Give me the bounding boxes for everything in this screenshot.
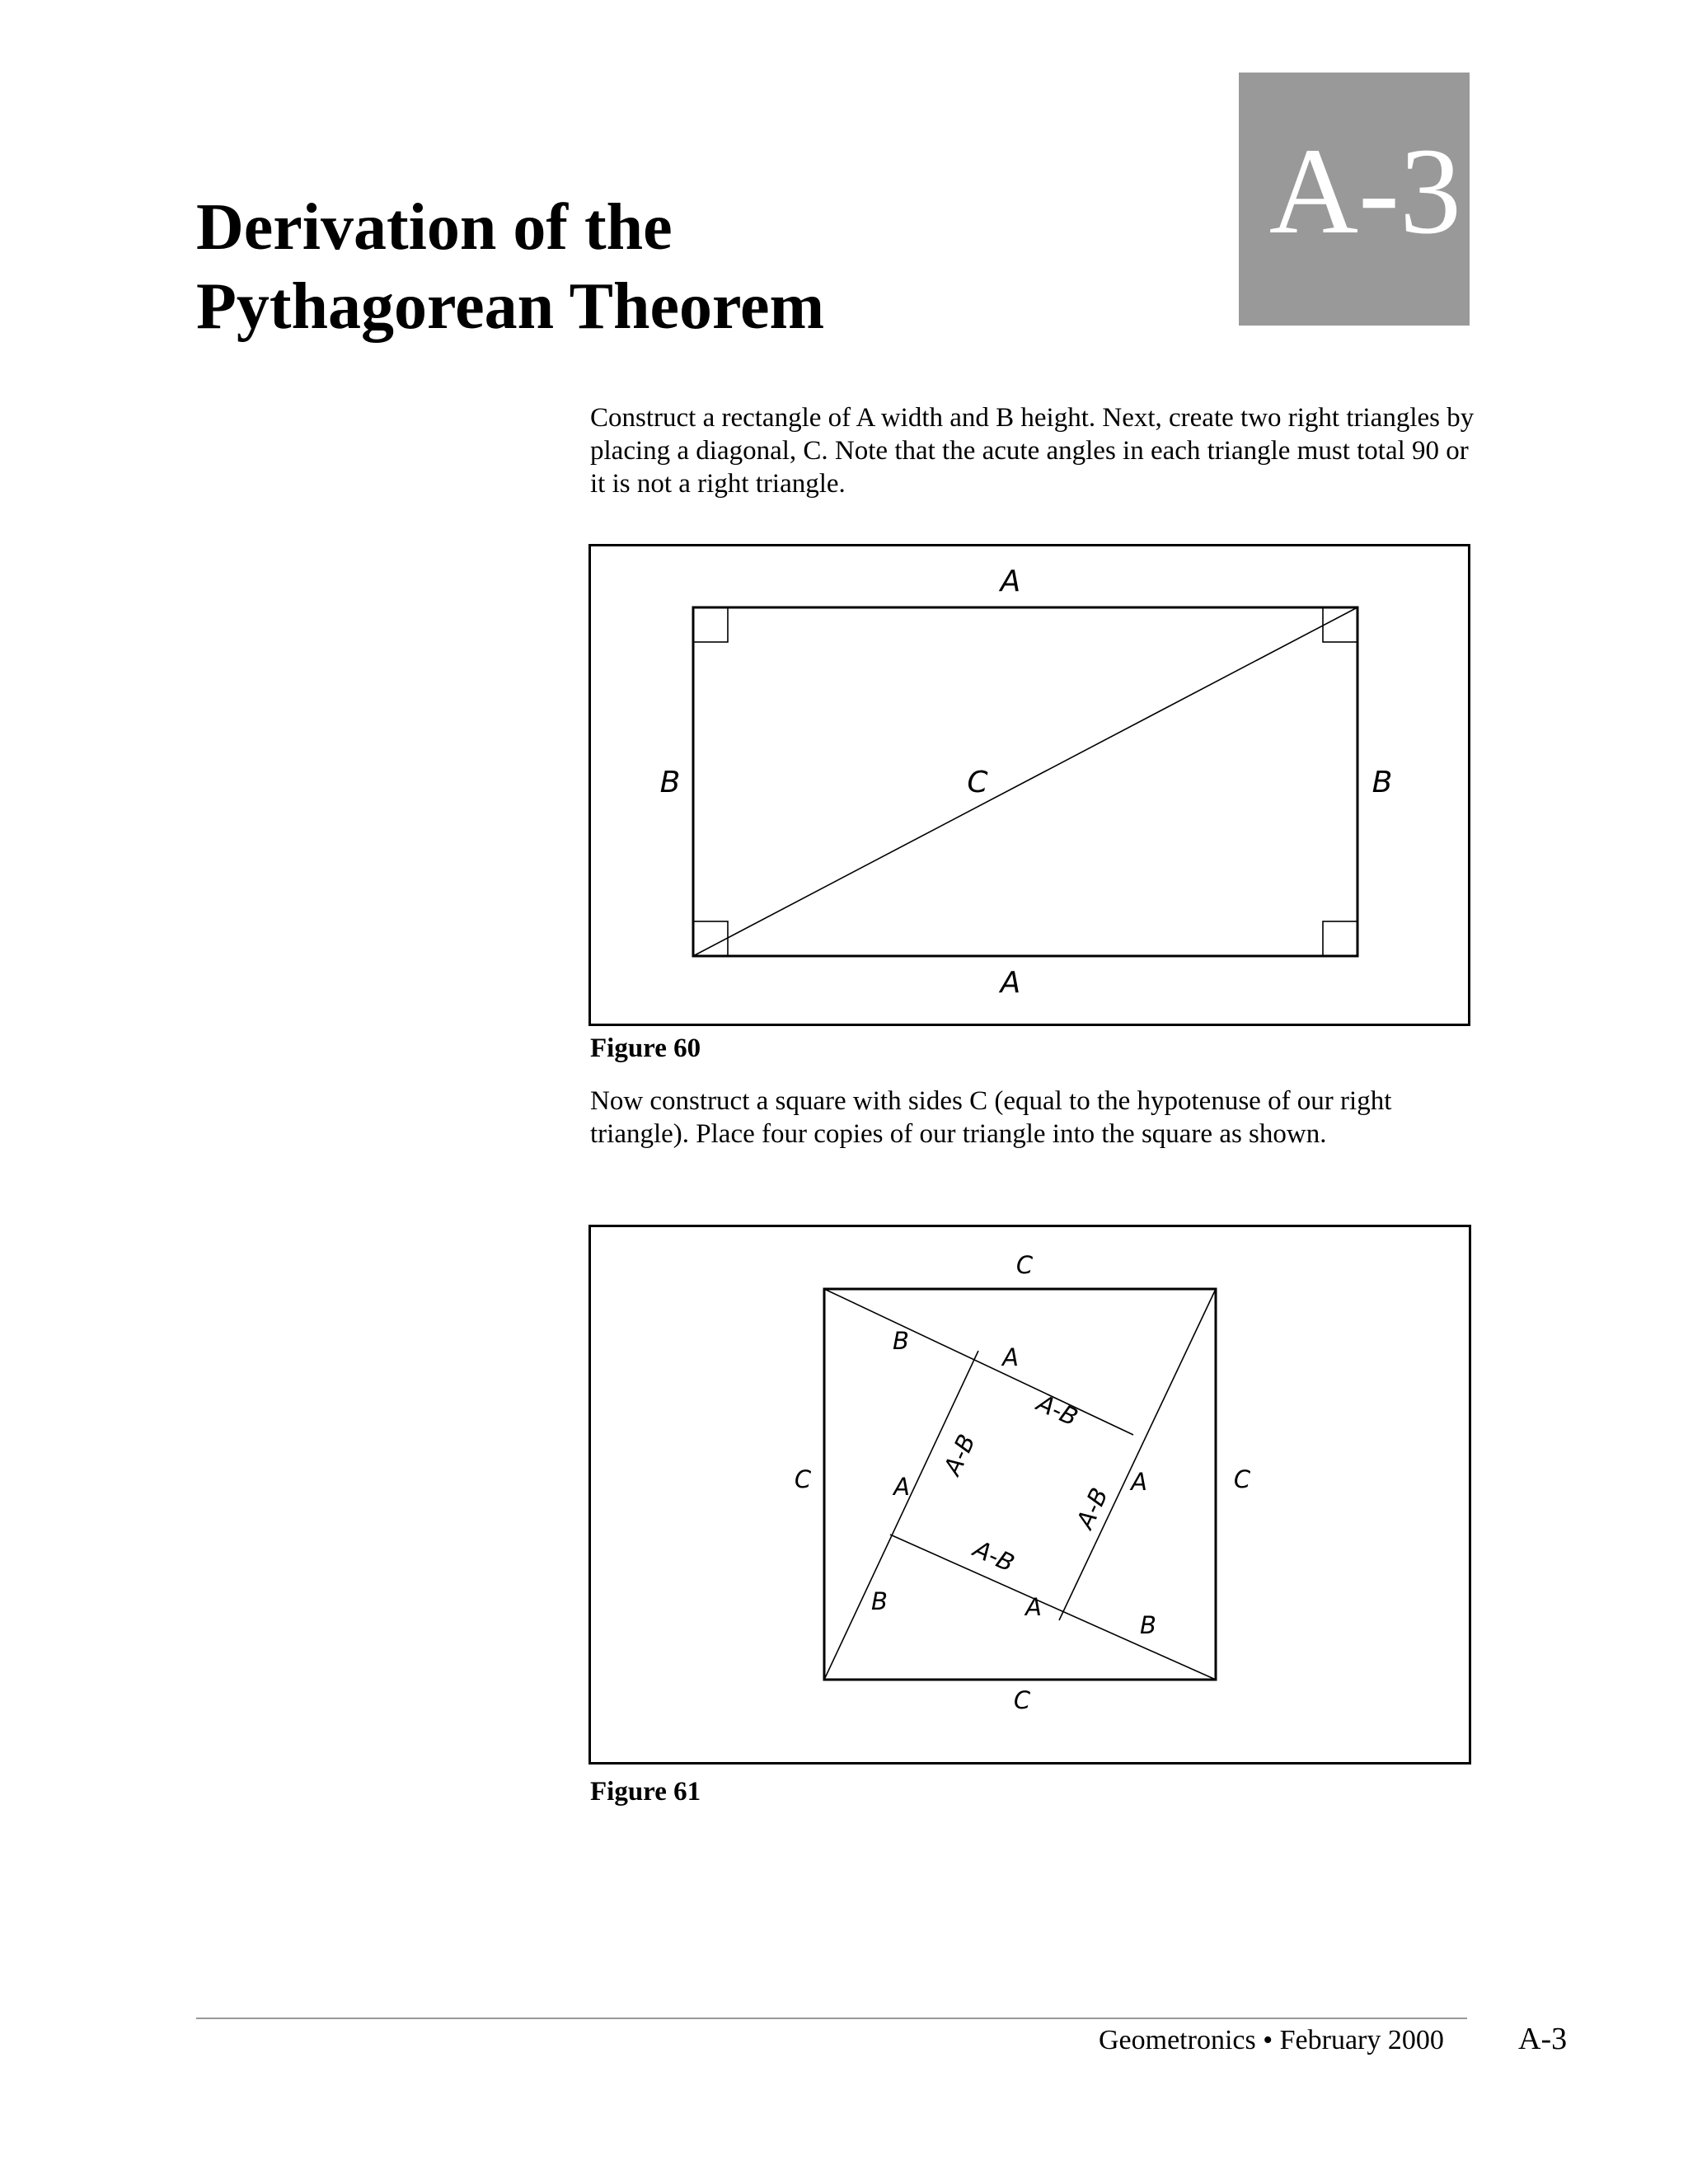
figure-60-frame <box>588 544 1470 1026</box>
page-title <box>196 188 824 346</box>
label-diagonal-c: C <box>967 766 988 799</box>
second-paragraph: Now construct a square with sides C (equal to the hypotenuse of our right triangle). Place four copies of our triangle into the square as shown. <box>590 1086 1392 1149</box>
figure-61-frame <box>588 1225 1471 1765</box>
label-b-right: B <box>1140 1611 1156 1639</box>
title-line-1: Derivation of the <box>196 191 673 264</box>
label-ab-top: A-B <box>1033 1388 1082 1432</box>
label-b-left: B <box>871 1587 888 1615</box>
appendix-badge-text: A-3 <box>1268 122 1461 260</box>
appendix-badge <box>1239 73 1470 326</box>
label-top-a: A <box>1000 565 1021 598</box>
right-angle-mark-bottom-right <box>1323 921 1357 956</box>
hypotenuse-left <box>824 1351 978 1680</box>
label-bottom-a: A <box>1000 966 1021 1000</box>
right-angle-mark-top-left <box>693 607 728 642</box>
label-right-b: B <box>1372 766 1393 799</box>
label-ab-bottom: A-B <box>969 1534 1019 1578</box>
label-ab-right: A-B <box>1070 1483 1114 1533</box>
label-top-c: C <box>1015 1251 1034 1279</box>
hypotenuse-top <box>824 1289 1133 1435</box>
label-b-top: B <box>893 1327 909 1355</box>
hypotenuse-right <box>1059 1289 1216 1620</box>
page-number: A-3 <box>1518 2022 1568 2056</box>
intro-paragraph: Construct a rectangle of A width and B height. Next, create two right triangles by placing a diagonal, C. Note that the acute angles in each triangle must total 90 or it is not a right triangle. <box>590 403 1475 499</box>
label-left-c: C <box>794 1465 812 1493</box>
label-bottom-c: C <box>1013 1686 1031 1714</box>
hypotenuse-bottom <box>890 1535 1216 1680</box>
label-a-top: A <box>1002 1343 1019 1371</box>
label-a-bottom: A <box>1025 1593 1042 1621</box>
outer-square <box>824 1289 1216 1680</box>
label-left-b: B <box>659 766 681 799</box>
label-ab-left: A-B <box>937 1430 982 1479</box>
label-right-c: C <box>1233 1465 1251 1493</box>
right-angle-mark-bottom-left <box>693 921 728 956</box>
footer-rule <box>196 2018 1467 2019</box>
label-a-left: A <box>893 1473 910 1501</box>
diagonal-c <box>693 607 1357 956</box>
figure-61-caption: Figure 61 <box>590 1777 701 1807</box>
right-angle-mark-top-right <box>1323 607 1357 642</box>
triangle-lines <box>824 1289 1216 1680</box>
figure-60-caption: Figure 60 <box>590 1033 701 1063</box>
figure-61-diagram <box>591 1227 1469 1762</box>
title-line-2: Pythagorean Theorem <box>196 270 825 343</box>
label-a-right: A <box>1131 1468 1147 1496</box>
footer-publication: Geometronics • February 2000 <box>1099 2025 1444 2055</box>
figure-60-diagram <box>591 546 1468 1024</box>
